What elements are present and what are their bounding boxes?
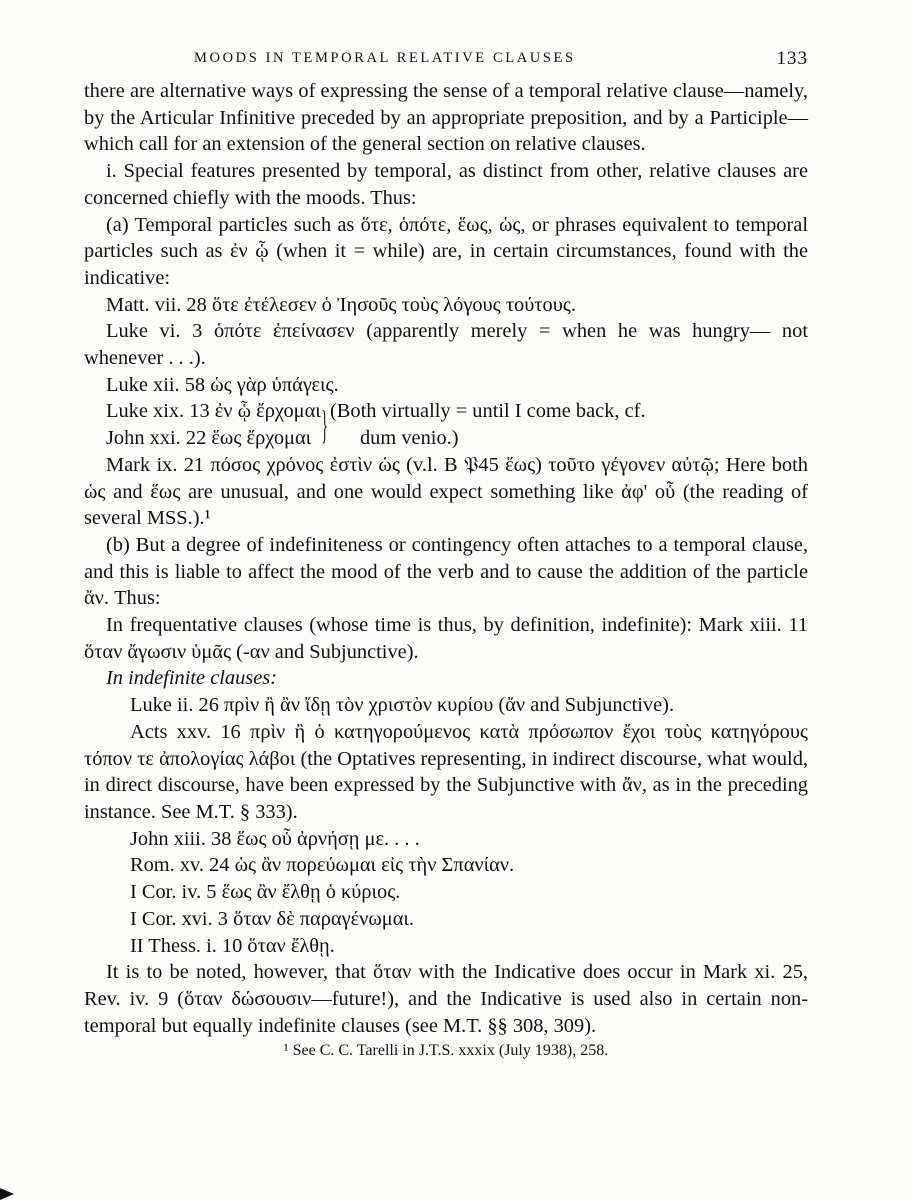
ref-rom-15-24: Rom. xv. 24 ὡς ἂν πορεύωμαι εἰς τὴν Σπανίαν.	[130, 854, 515, 877]
ref-1cor-4-5: I Cor. iv. 5 ἕως ἂν ἔλθῃ ὁ κύριος.	[130, 881, 401, 904]
dum-venio-note: dum venio.)	[359, 427, 459, 450]
ref-luke-2-26: Luke ii. 26 πρὶν ἢ ἂν ἴδῃ τὸν χριστὸν κυρίου (ἄν and Subjunctive).	[130, 694, 675, 717]
book-page	[84, 46, 808, 1061]
page-body	[84, 78, 808, 1061]
ref-1cor-16-3: I Cor. xvi. 3 ὅταν δὲ παραγένωμαι.	[130, 907, 414, 930]
bracketed-references	[84, 398, 808, 451]
ref-john-21-22: John xxi. 22 ἕως ἔρχομαι	[106, 427, 312, 450]
section-i-paragraph: i. Special features presented by temporal, as distinct from other, relative clauses are concerned chiefly with the moods. Thus:	[84, 160, 808, 209]
ref-acts-25-16: Acts xxv. 16 πρὶν ἢ ὁ κατηγορούμενος κατὰ πρόσωπον ἔχοι τοὺς κατηγόρους τόπον τε ἀπολογίας λάβοι (the Optatives representing, in indirect discourse, what would, in direct discourse, have been expressed by the Subjunctive with ἄν, as in the preceding instance. See M.T. § 333).	[84, 720, 808, 823]
ref-matt-7-28: Matt. vii. 28 ὅτε ἐτέλεσεν ὁ Ἰησοῦς τοὺς λόγους τούτους.	[106, 293, 576, 316]
footnote: ¹ See C. C. Tarelli in J.T.S. xxxix (July 1938), 258.	[283, 1042, 609, 1060]
frequentative-clauses-paragraph: In frequentative clauses (whose time is thus, by definition, indefinite): Mark xiii. 11 ὅταν ἄγωσιν ὑμᾶς (-αν and Subjunctive).	[84, 614, 808, 663]
point-b-paragraph: (b) But a degree of indefiniteness or contingency often attaches to a temporal clause, and this is liable to affect the mood of the verb and to cause the addition of the particle ἄν. Thus:	[84, 533, 808, 610]
ref-john-13-38: John xiii. 38 ἕως οὗ ἀρνήσῃ με. . . .	[130, 827, 420, 850]
right-brace: }	[321, 402, 328, 448]
indefinite-clauses-label: In indefinite clauses:	[106, 667, 278, 690]
scan-edge-marker	[0, 1188, 14, 1200]
final-paragraph: It is to be noted, however, that ὅταν with the Indicative does occur in Mark xi. 25, Rev. iv. 9 (ὅταν δώσουσιν—future!), and the Indicative is used also in certain non-temporal but equally indefinite clauses (see M.T. §§ 308, 309).	[84, 961, 808, 1037]
both-virtually-note: (Both virtually = until I come back, cf.	[329, 400, 646, 423]
point-a-paragraph: (a) Temporal particles such as ὅτε, ὁπότε, ἕως, ὡς, or phrases equivalent to temporal particles such as ἐν ᾧ (when it = while) are, in certain circumstances, found with the indicative:	[84, 213, 808, 289]
ref-luke-12-58: Luke xii. 58 ὡς γὰρ ὑπάγεις.	[106, 373, 339, 396]
ref-mark-9-21: Mark ix. 21 πόσος χρόνος ἐστὶν ὡς (v.l. B 𝔓45 ἕως) τοῦτο γέγονεν αὐτῷ; Here both ὡς and ἕως are unusual, and one would expect something like ἀφ' οὗ (the reading of several MSS.).¹	[84, 453, 808, 530]
running-title: MOODS IN TEMPORAL RELATIVE CLAUSES	[194, 50, 576, 66]
bracket-left-column	[106, 398, 321, 451]
page-number: 133	[776, 48, 808, 69]
ref-luke-19-13: Luke xix. 13 ἐν ᾧ ἔρχομαι	[106, 400, 321, 423]
ref-luke-6-3: Luke vi. 3 ὁπότε ἐπείνασεν (apparently merely = when he was hungry— not whenever . . .).	[84, 320, 808, 370]
ref-2thess-1-10: II Thess. i. 10 ὅταν ἔλθῃ.	[130, 934, 335, 957]
page-header	[84, 46, 808, 72]
intro-paragraph: there are alternative ways of expressing the sense of a temporal relative clause—namely, by the Articular Infinitive preceded by an appropriate preposition, and by a Participle—which call for an extension of the general section on relative clauses.	[84, 80, 808, 156]
bracket-right-column	[330, 398, 646, 451]
